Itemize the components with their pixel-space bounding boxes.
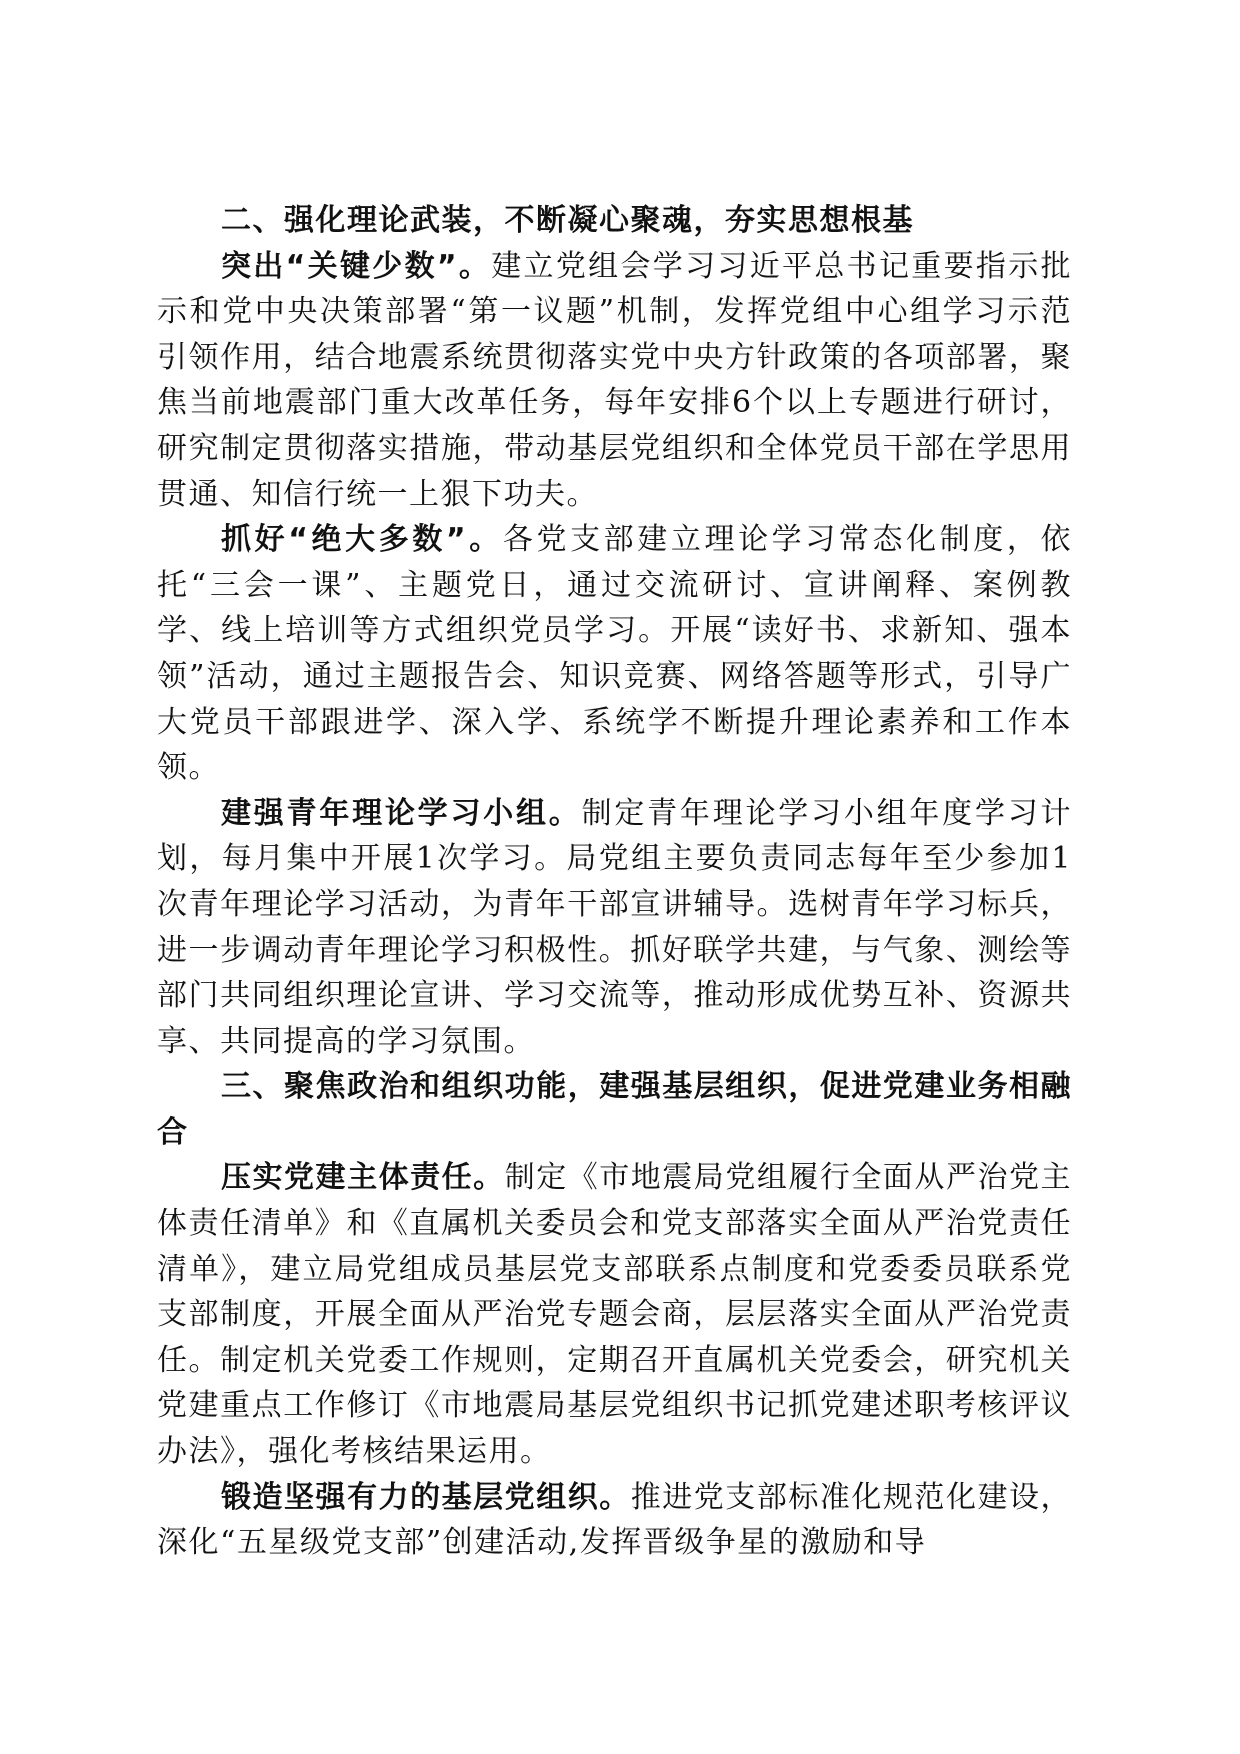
paragraph-lead: 压实党建主体责任。 bbox=[221, 1160, 505, 1196]
paragraph-lead: 建强青年理论学习小组。 bbox=[221, 795, 582, 831]
paragraph-text: 推进党支部标准化规范化建设，深化“五星级党支部”创建活动,发挥晋级争星的激励和导 bbox=[157, 1479, 1072, 1561]
section-heading-3: 三、聚焦政治和组织功能，建强基层组织，促进党建业务相融合 bbox=[157, 1069, 1072, 1150]
paragraph-party-responsibility bbox=[157, 1155, 1072, 1474]
paragraph-key-minority bbox=[157, 244, 1072, 518]
paragraph-text: 制定《市地震局党组履行全面从严治党主体责任清单》和《直属机关委员会和党支部落实全面从严治党责任清单》，建立局党组成员基层党支部联系点制度和党委委员联系党支部制度，开展全面从严治党专题会商，层层落实全面从严治党责任。制定机关党委工作规则，定期召开直属机关党委会，研究机关党建重点工作修订《市地震局基层党组织书记抓党建述职考核评议办法》，强化考核结果运用。 bbox=[157, 1160, 1073, 1470]
paragraph-lead: 突出“关键少数”。 bbox=[221, 248, 492, 284]
paragraph-text: 制定青年理论学习小组年度学习计划，每月集中开展1次学习。局党组主要负责同志每年至少参加1次青年理论学习活动，为青年干部宣讲辅导。选树青年学习标兵，进一步调动青年理论学习积极性。抓好联学共建，与气象、测绘等部门共同组织理论宣讲、学习交流等，推动形成优势互补、资源共享、共同提高的学习氛围。 bbox=[157, 795, 1073, 1059]
paragraph-youth-study-group bbox=[157, 791, 1072, 1065]
paragraph-grassroots-organization bbox=[157, 1475, 1072, 1566]
document-body bbox=[157, 198, 1072, 1566]
paragraph-lead: 锻造坚强有力的基层党组织。 bbox=[221, 1479, 631, 1515]
section-heading-2: 二、强化理论武装，不断凝心聚魂，夯实思想根基 bbox=[221, 203, 914, 238]
paragraph-text: 各党支部建立理论学习常态化制度，依托“三会一课”、主题党日，通过交流研讨、宣讲阐释、案例教学、线上培训等方式组织党员学习。开展“读好书、求新知、强本领”活动，通过主题报告会、知识竞赛、网络答题等形式，引导广大党员干部跟进学、深入学、系统学不断提升理论素养和工作本领。 bbox=[157, 522, 1072, 786]
paragraph-vast-majority bbox=[157, 517, 1072, 791]
paragraph-lead: 抓好“绝大多数”。 bbox=[221, 522, 503, 558]
paragraph-text: 建立党组会学习习近平总书记重要指示批示和党中央决策部署“第一议题”机制，发挥党组中心组学习示范引领作用，结合地震系统贯彻落实党中央方针政策的各项部署，聚焦当前地震部门重大改革任务，每年安排6个以上专题进行研讨，研究制定贯彻落实措施，带动基层党组织和全体党员干部在学思用贯通、知信行统一上狠下功夫。 bbox=[157, 248, 1073, 512]
